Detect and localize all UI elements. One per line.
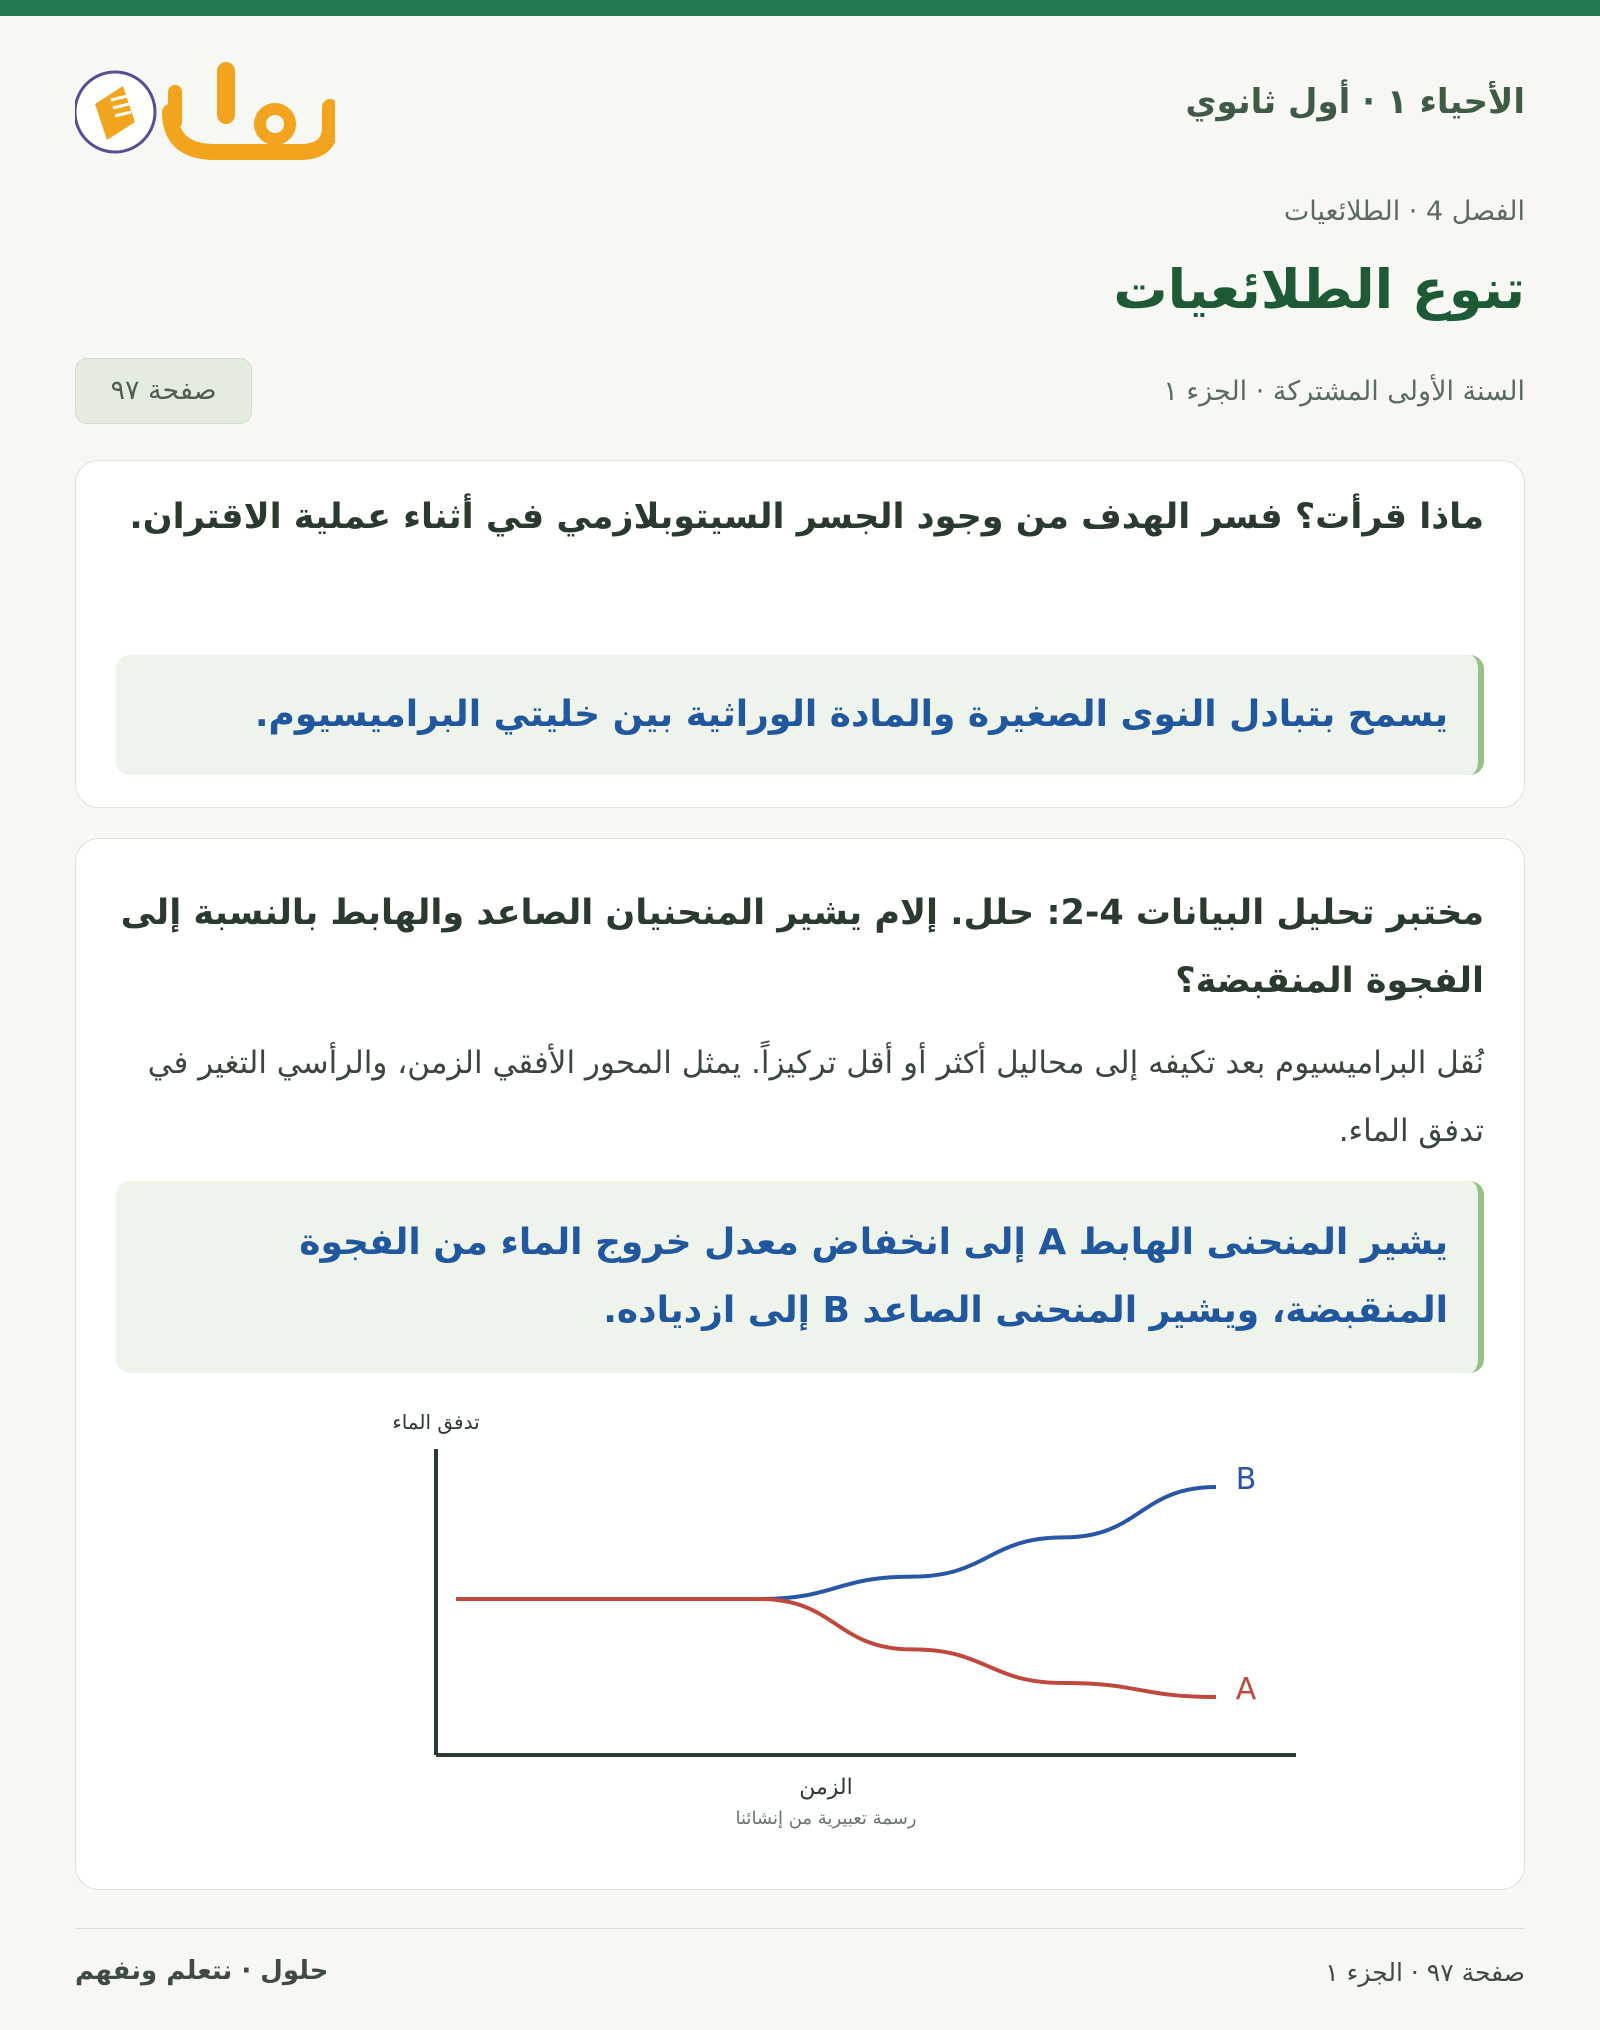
book-title: الأحياء ١ · أول ثانوي bbox=[1185, 82, 1525, 122]
question-text: مختبر تحليل البيانات 4-2: حلل. إلام يشير المنحنيان الصاعد والهابط بالنسبة إلى الفجوة المنقبضة؟ bbox=[120, 893, 1484, 1001]
y-axis-label: تدفق الماء bbox=[392, 1410, 480, 1434]
footer-brand: حلول · نتعلم ونفهم bbox=[75, 1956, 329, 1986]
top-accent-bar bbox=[0, 0, 1600, 16]
page-badge: صفحة ٩٧ bbox=[75, 358, 252, 424]
grade-meta: السنة الأولى المشتركة · الجزء ١ bbox=[1163, 376, 1525, 407]
context-text: نُقل البراميسيوم بعد تكيفه إلى محاليل أكثر أو أقل تركيزاً. يمثل المحور الأفقي الزمن، والرأسي التغير في تدفق الماء. bbox=[147, 1045, 1484, 1149]
footer-divider bbox=[75, 1928, 1525, 1929]
footer-page-info: صفحة ٩٧ · الجزء ١ bbox=[1325, 1958, 1525, 1987]
answer-box: يشير المنحنى الهابط A إلى انخفاض معدل خروج الماء من الفجوة المنقبضة، ويشير المنحنى الصاعد B إلى ازدياده. bbox=[116, 1181, 1484, 1373]
series-label-A: A bbox=[1235, 1672, 1257, 1707]
water-flow-chart bbox=[296, 1399, 1396, 1849]
answer-box: يسمح بتبادل النوى الصغيرة والمادة الوراثية بين خليتي البراميسيوم. bbox=[116, 655, 1484, 775]
series-line-B bbox=[456, 1487, 1216, 1599]
question-card-1 bbox=[75, 460, 1525, 808]
chart-svg bbox=[296, 1399, 1396, 1849]
chapter-label: الفصل 4 · الطلائعيات bbox=[1283, 196, 1525, 227]
question-text: ماذا قرأت؟ فسر الهدف من وجود الجسر السيتوبلازمي في أثناء عملية الاقتران. bbox=[129, 497, 1484, 537]
chart-caption: رسمة تعبيرية من إنشائنا bbox=[735, 1808, 917, 1829]
question-card-2 bbox=[75, 838, 1525, 1890]
lesson-title: تنوع الطلائعيات bbox=[1113, 258, 1525, 321]
series-line-A bbox=[456, 1599, 1216, 1697]
page-header bbox=[75, 52, 1525, 162]
x-axis-label: الزمن bbox=[799, 1775, 853, 1800]
series-label-B: B bbox=[1235, 1462, 1257, 1497]
hulul-logo[interactable] bbox=[75, 52, 335, 162]
